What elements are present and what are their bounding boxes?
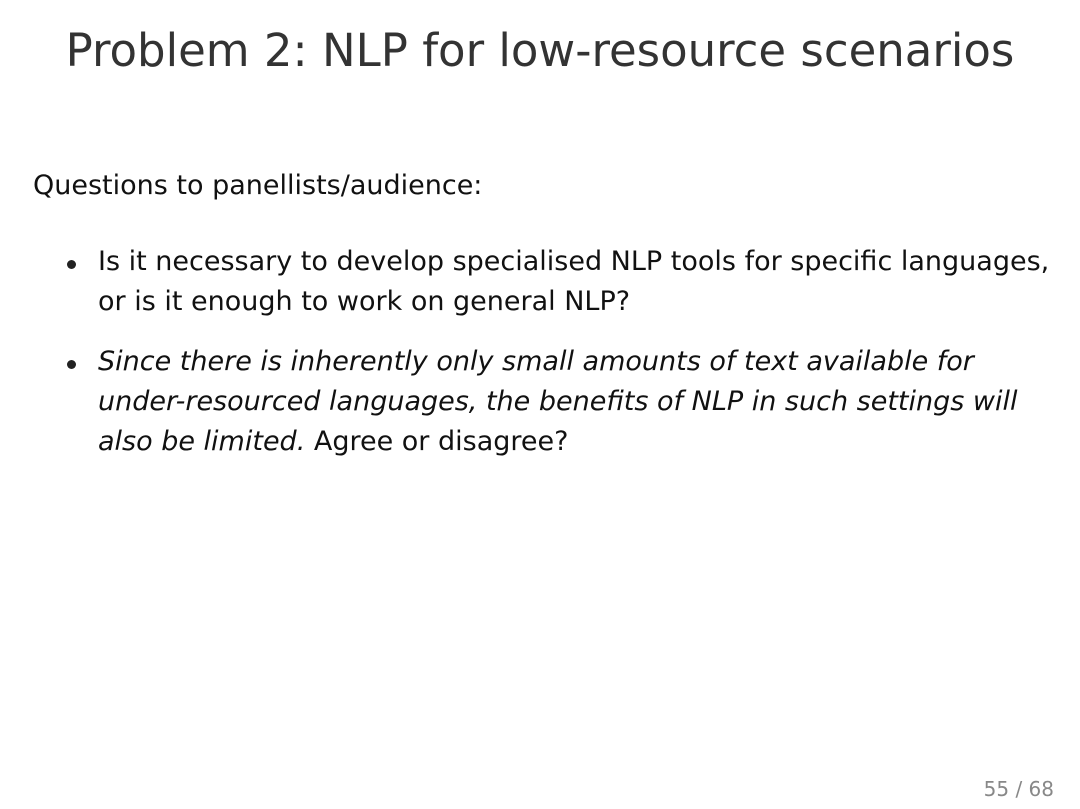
bullet-list bbox=[60, 242, 1060, 482]
bullet-text: Is it necessary to develop specialised NLP tools for specific languages, or is it enough to work on general NLP? bbox=[98, 246, 1050, 317]
bullet-item-1 bbox=[60, 242, 1060, 322]
intro-text: Questions to panellists/audience: bbox=[33, 170, 483, 201]
bullet-text: Agree or disagree? bbox=[305, 426, 569, 457]
bullet-icon bbox=[67, 260, 76, 269]
page-number: 55 / 68 bbox=[983, 777, 1054, 801]
bullet-italic-text: Since there is inherently only small amounts of text available for under-resourced languages, the benefits of NLP in such settings will also be limited. bbox=[98, 346, 1018, 457]
bullet-icon bbox=[67, 360, 76, 369]
slide-title: Problem 2: NLP for low-resource scenarios bbox=[65, 24, 1015, 77]
bullet-item-2 bbox=[60, 342, 1060, 462]
